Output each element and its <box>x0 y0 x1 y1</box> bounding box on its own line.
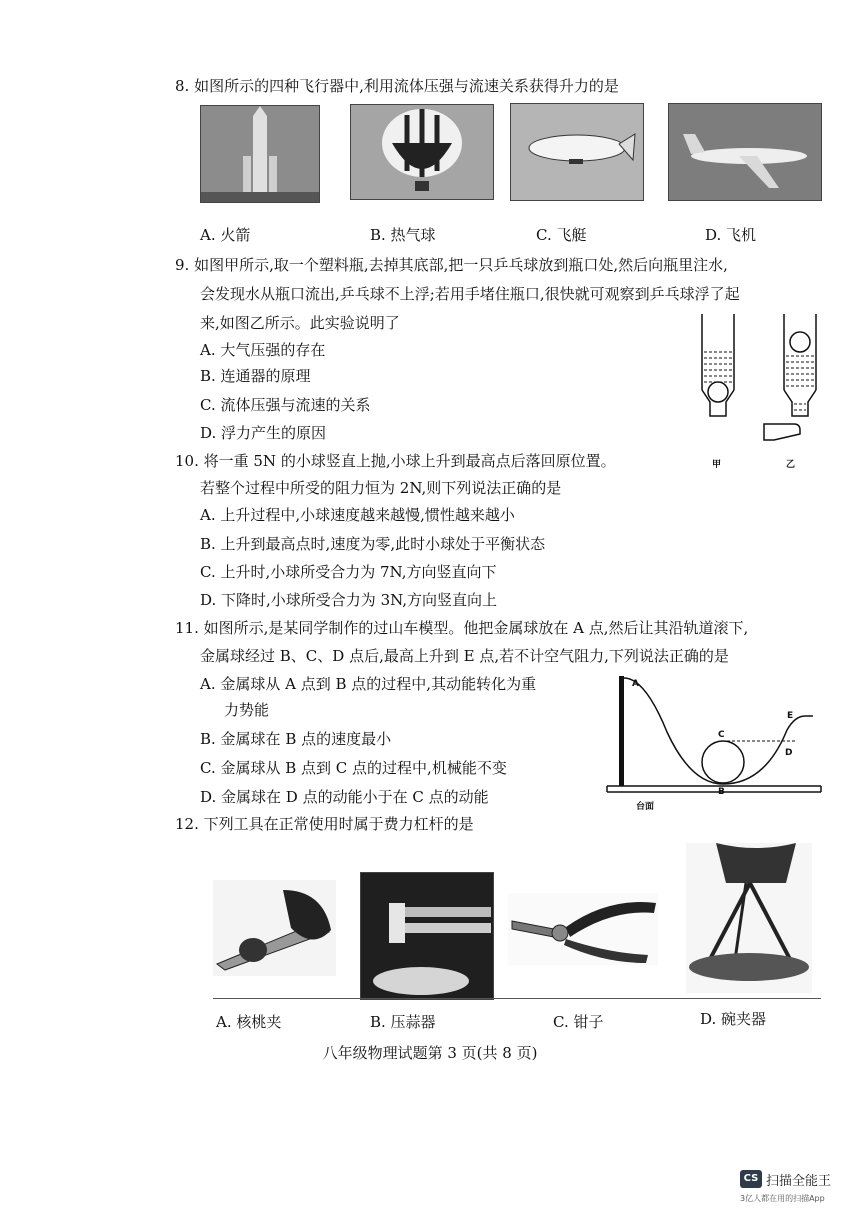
q11-option-a-line2: 力势能 <box>224 701 270 719</box>
q10-stem-line2: 若整个过程中所受的阻力恒为 2N,则下列说法正确的是 <box>200 479 562 497</box>
q12-option-b: B. 压蒜器 <box>370 1013 436 1031</box>
q11-stem-line2: 金属球经过 B、C、D 点后,最高上升到 E 点,若不计空气阻力,下列说法正确的是 <box>200 647 729 665</box>
figure-point-a: A <box>632 679 639 689</box>
figure-point-d: D <box>785 748 793 758</box>
hot-air-balloon-photo <box>350 104 494 200</box>
q9-stem-line3: 来,如图乙所示。此实验说明了 <box>200 314 400 332</box>
scanner-app-name: 扫描全能王 <box>766 1174 832 1189</box>
q10-option-a: A. 上升过程中,小球速度越来越慢,惯性越来越小 <box>200 506 515 524</box>
q9-stem-line2: 会发现水从瓶口流出,乒乓球不上浮;若用手堵住瓶口,很快就可观察到乒乓球浮了起 <box>200 285 740 303</box>
q8-option-c: C. 飞艇 <box>536 226 587 244</box>
q8-option-a: A. 火箭 <box>200 226 251 244</box>
q9-option-d: D. 浮力产生的原因 <box>200 424 327 442</box>
q8-option-d: D. 飞机 <box>705 226 757 244</box>
bottle-experiment-figure <box>688 312 828 450</box>
q11-option-b: B. 金属球在 B 点的速度最小 <box>200 730 392 748</box>
q11-option-c: C. 金属球从 B 点到 C 点的过程中,机械能不变 <box>200 759 507 777</box>
q11-option-d: D. 金属球在 D 点的动能小于在 C 点的动能 <box>200 788 489 806</box>
nutcracker-photo <box>213 880 336 976</box>
q12-option-a: A. 核桃夹 <box>216 1013 282 1031</box>
q12-option-d: D. 碗夹器 <box>700 1010 767 1028</box>
q10-stem-line1: 10. 将一重 5N 的小球竖直上抛,小球上升到最高点后落回原位置。 <box>175 452 616 470</box>
scanner-logo-badge: CS <box>740 1170 762 1188</box>
q8-stem: 8. 如图所示的四种飞行器中,利用流体压强与流速关系获得升力的是 <box>175 77 619 95</box>
figure-point-e: E <box>787 711 794 721</box>
page-footer: 八年级物理试题第 3 页(共 8 页) <box>322 1044 538 1062</box>
q12-stem: 12. 下列工具在正常使用时属于费力杠杆的是 <box>175 815 474 833</box>
q10-option-d: D. 下降时,小球所受合力为 3N,方向竖直向上 <box>200 591 498 609</box>
garlic-press-photo <box>360 872 494 1000</box>
rocket-photo <box>200 105 320 203</box>
figure-point-c: C <box>718 730 725 740</box>
bowl-clip-photo <box>686 843 812 993</box>
q12-option-c: C. 钳子 <box>553 1013 604 1031</box>
q10-option-b: B. 上升到最高点时,速度为零,此时小球处于平衡状态 <box>200 535 546 553</box>
figure-label-yi: 乙 <box>786 460 796 470</box>
q11-option-a-line1: A. 金属球从 A 点到 B 点的过程中,其动能转化为重 <box>200 675 537 693</box>
q9-stem-line1: 9. 如图甲所示,取一个塑料瓶,去掉其底部,把一只乒乓球放到瓶口处,然后向瓶里注水, <box>175 256 728 274</box>
airplane-photo <box>668 103 822 201</box>
figure-table-label: 台面 <box>636 802 655 812</box>
figure-point-b: B <box>718 787 725 797</box>
figure-baseline <box>213 998 821 999</box>
figure-label-jia: 甲 <box>712 460 722 470</box>
q9-option-b: B. 连通器的原理 <box>200 367 311 385</box>
pliers-photo <box>508 893 658 965</box>
scanner-app-tagline: 3亿人都在用的扫描App <box>740 1194 825 1203</box>
q11-stem-line1: 11. 如图所示,是某同学制作的过山车模型。他把金属球放在 A 点,然后让其沿轨道滚下, <box>175 619 749 637</box>
q9-option-a: A. 大气压强的存在 <box>200 341 326 359</box>
q10-option-c: C. 上升时,小球所受合力为 7N,方向竖直向下 <box>200 563 497 581</box>
q8-option-b: B. 热气球 <box>370 226 436 244</box>
roller-coaster-figure <box>605 672 825 802</box>
airship-photo <box>510 103 644 201</box>
q9-option-c: C. 流体压强与流速的关系 <box>200 396 371 414</box>
